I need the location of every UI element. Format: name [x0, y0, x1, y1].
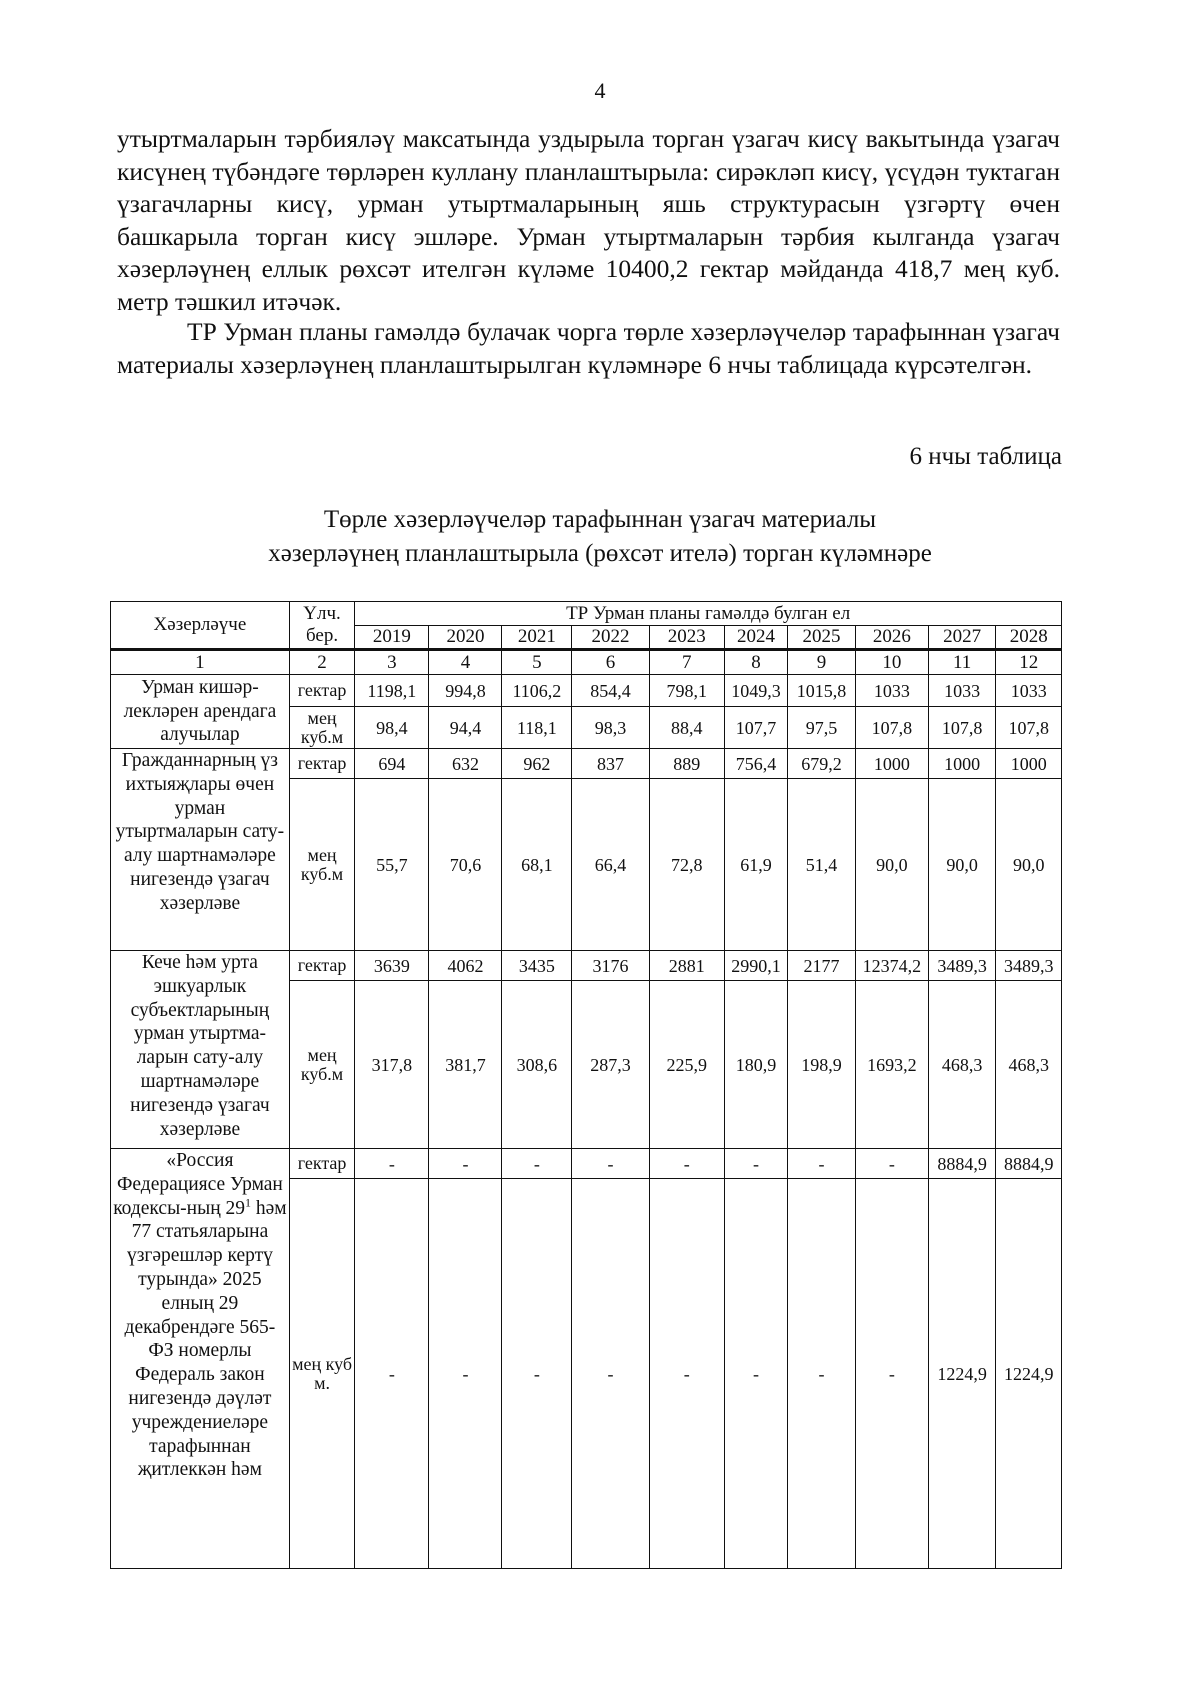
value-cell: 694	[355, 749, 429, 779]
year-cell: 2021	[502, 626, 572, 650]
year-cell: 2026	[855, 626, 928, 650]
value-cell: 94,4	[429, 707, 502, 749]
year-cell: 2025	[788, 626, 856, 650]
year-cell: 2023	[649, 626, 724, 650]
value-cell: -	[355, 1149, 429, 1179]
table-number-label: 6 нчы таблица	[909, 443, 1062, 470]
value-cell: 468,3	[996, 981, 1062, 1149]
value-cell: 632	[429, 749, 502, 779]
harvester-name-part-2: һәм 77 статьяларына үзгәрешләр кертү турында» 2025 елның 29 декабрендәге 565-ФЗ номерлы Федераль закон нигезендә дәүләт учреждениеләре тарафыннан җитлеккән һәм	[124, 1197, 287, 1481]
value-cell: 90,0	[855, 779, 928, 951]
value-cell: 1015,8	[788, 675, 856, 707]
harvest-volume-table	[110, 601, 1062, 1569]
column-number: 11	[928, 650, 996, 675]
value-cell: -	[649, 1149, 724, 1179]
value-cell: 3639	[355, 951, 429, 981]
value-cell: 798,1	[649, 675, 724, 707]
value-cell: 8884,9	[996, 1149, 1062, 1179]
article-superscript: 1	[245, 1195, 252, 1210]
value-cell: 1033	[855, 675, 928, 707]
value-cell: 756,4	[724, 749, 787, 779]
unit-cell: гектар	[289, 1149, 354, 1179]
value-cell: 51,4	[788, 779, 856, 951]
value-cell: 90,0	[996, 779, 1062, 951]
year-cell: 2022	[572, 626, 649, 650]
value-cell: -	[572, 1179, 649, 1569]
value-cell: 308,6	[502, 981, 572, 1149]
value-cell: 317,8	[355, 981, 429, 1149]
value-cell: 2990,1	[724, 951, 787, 981]
header-unit: Үлч. бер.	[289, 602, 354, 650]
value-cell: 3176	[572, 951, 649, 981]
column-number: 3	[355, 650, 429, 675]
column-number: 6	[572, 650, 649, 675]
value-cell: -	[788, 1149, 856, 1179]
value-cell: 55,7	[355, 779, 429, 951]
body-paragraph-1: утыртмаларын тәрбияләү максатында уздырыла торган үзагач кисү вакытында үзагач кисүнең түбәндәге төрләрен куллану планлаштырыла: сирәкләп кисү, үсүдән туктаган үзагачларны кисү, урман утыртмаларының яшь структурасын үзгәртү өчен башкарыла торган кисү эшләре. Урман утыртмаларын тәрбия кылганда үзагач хәзерләүнең еллык рөхсәт ителгән күләме 10400,2 гектар мәйданда 418,7 мең куб. метр тәшкил итәчәк.	[117, 124, 1060, 316]
unit-cell: мең куб.м	[289, 707, 354, 749]
unit-cell: гектар	[289, 951, 354, 981]
harvester-name-part-1: «Россия Федерациясе Урман кодексы-ның 29	[113, 1150, 283, 1219]
column-number: 5	[502, 650, 572, 675]
harvester-name	[111, 1149, 290, 1569]
column-number: 2	[289, 650, 354, 675]
value-cell: 1033	[996, 675, 1062, 707]
value-cell: -	[502, 1179, 572, 1569]
value-cell: 2177	[788, 951, 856, 981]
value-cell: 98,3	[572, 707, 649, 749]
value-cell: 381,7	[429, 981, 502, 1149]
value-cell: 118,1	[502, 707, 572, 749]
value-cell: 2881	[649, 951, 724, 981]
page-number: 4	[594, 78, 606, 103]
value-cell: 98,4	[355, 707, 429, 749]
value-cell: 468,3	[928, 981, 996, 1149]
table-row	[111, 675, 1062, 707]
table-column-number-row	[111, 650, 1062, 675]
year-cell: 2019	[355, 626, 429, 650]
value-cell: 837	[572, 749, 649, 779]
column-number: 7	[649, 650, 724, 675]
value-cell: 287,3	[572, 981, 649, 1149]
unit-cell: мең куб м.	[289, 1179, 354, 1569]
header-harvester: Хәзерләүче	[111, 602, 290, 650]
value-cell: -	[429, 1149, 502, 1179]
value-cell: 107,8	[996, 707, 1062, 749]
value-cell: -	[502, 1149, 572, 1179]
value-cell: -	[429, 1179, 502, 1569]
value-cell: 97,5	[788, 707, 856, 749]
column-number: 10	[855, 650, 928, 675]
value-cell: 1000	[855, 749, 928, 779]
value-cell: 107,8	[855, 707, 928, 749]
value-cell: 12374,2	[855, 951, 928, 981]
value-cell: -	[355, 1179, 429, 1569]
value-cell: 88,4	[649, 707, 724, 749]
value-cell: 107,8	[928, 707, 996, 749]
value-cell: 3489,3	[996, 951, 1062, 981]
value-cell: 68,1	[502, 779, 572, 951]
value-cell: -	[855, 1149, 928, 1179]
value-cell: 1000	[928, 749, 996, 779]
table-title	[150, 503, 1050, 571]
value-cell: -	[724, 1179, 787, 1569]
value-cell: 1033	[928, 675, 996, 707]
value-cell: 1106,2	[502, 675, 572, 707]
column-number: 9	[788, 650, 856, 675]
table-title-line-1: Төрле хәзерләүчеләр тарафыннан үзагач материалы	[323, 506, 877, 533]
value-cell: 180,9	[724, 981, 787, 1149]
year-cell: 2027	[928, 626, 996, 650]
value-cell: 3489,3	[928, 951, 996, 981]
value-cell: 1224,9	[996, 1179, 1062, 1569]
table-row	[111, 951, 1062, 981]
header-period: ТР Урман планы гамәлдә булган ел	[355, 602, 1062, 626]
table-title-line-2: хәзерләүнең планлаштырыла (рөхсәт ителә) торган күләмнәре	[268, 540, 932, 567]
value-cell: 1000	[996, 749, 1062, 779]
value-cell: 66,4	[572, 779, 649, 951]
value-cell: -	[572, 1149, 649, 1179]
unit-cell: гектар	[289, 749, 354, 779]
table-header-row-1	[111, 602, 1062, 626]
value-cell: 3435	[502, 951, 572, 981]
column-number: 4	[429, 650, 502, 675]
value-cell: 962	[502, 749, 572, 779]
unit-cell: мең куб.м	[289, 981, 354, 1149]
unit-cell: мең куб.м	[289, 779, 354, 951]
value-cell: 70,6	[429, 779, 502, 951]
value-cell: 1693,2	[855, 981, 928, 1149]
value-cell: 854,4	[572, 675, 649, 707]
value-cell: 61,9	[724, 779, 787, 951]
value-cell: 679,2	[788, 749, 856, 779]
value-cell: -	[724, 1149, 787, 1179]
value-cell: 8884,9	[928, 1149, 996, 1179]
year-cell: 2020	[429, 626, 502, 650]
value-cell: 994,8	[429, 675, 502, 707]
year-cell: 2028	[996, 626, 1062, 650]
value-cell: 198,9	[788, 981, 856, 1149]
value-cell: -	[649, 1179, 724, 1569]
table-row	[111, 749, 1062, 779]
value-cell: 4062	[429, 951, 502, 981]
year-cell: 2024	[724, 626, 787, 650]
value-cell: 1224,9	[928, 1179, 996, 1569]
column-number: 1	[111, 650, 290, 675]
body-paragraph-2: ТР Урман планы гамәлдә булачак чорга төрле хәзерләүчеләр тарафыннан үзагач материалы хәзерләүнең планлаштырылган күләмнәре 6 нчы таблицада күрсәтелгән.	[117, 317, 1060, 379]
column-number: 12	[996, 650, 1062, 675]
value-cell: -	[855, 1179, 928, 1569]
value-cell: 889	[649, 749, 724, 779]
value-cell: 225,9	[649, 981, 724, 1149]
harvester-name: Урман кишәр-лекләрен арендага алучылар	[111, 675, 290, 749]
value-cell: 72,8	[649, 779, 724, 951]
table-row	[111, 1149, 1062, 1179]
value-cell: 107,7	[724, 707, 787, 749]
value-cell: 1049,3	[724, 675, 787, 707]
value-cell: 90,0	[928, 779, 996, 951]
harvester-name: Гражданнарның үз ихтыяҗлары өчен урман утыртмаларын сату-алу шартнамәләре нигезендә үзагач хәзерләве	[111, 749, 290, 951]
value-cell: -	[788, 1179, 856, 1569]
unit-cell: гектар	[289, 675, 354, 707]
harvester-name: Кече һәм урта эшкуарлык субъектларының урман утыртма-ларын сату-алу шартнамәләре нигезендә үзагач хәзерләве	[111, 951, 290, 1149]
column-number: 8	[724, 650, 787, 675]
value-cell: 1198,1	[355, 675, 429, 707]
